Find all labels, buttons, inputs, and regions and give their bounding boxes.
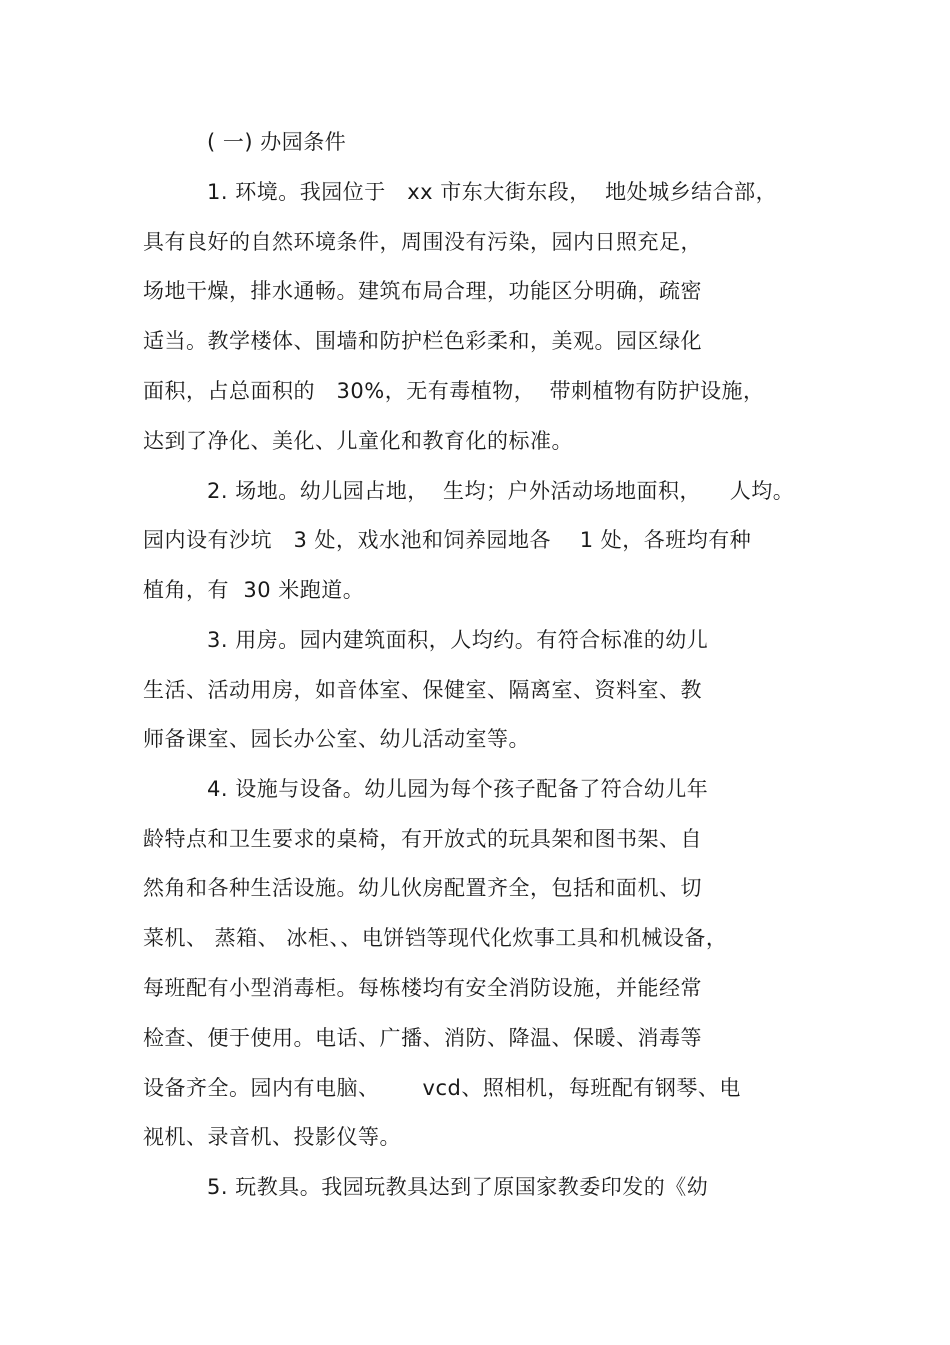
paragraph-3-line-3: 师备课室、园长办公室、幼儿活动室等。 (143, 727, 530, 751)
paragraph-1-line-4: 适当。教学楼体、围墙和防护栏色彩柔和，美观。园区绿化 (143, 329, 702, 353)
paragraph-1-line-6: 达到了净化、美化、儿童化和教育化的标准。 (143, 429, 573, 453)
section-heading: ( 一) 办园条件 (207, 130, 347, 154)
paragraph-4-line-6: 检查、便于使用。电话、广播、消防、降温、保暖、消毒等 (143, 1026, 702, 1050)
paragraph-4-line-5: 每班配有小型消毒柜。每栋楼均有安全消防设施，并能经常 (143, 976, 702, 1000)
paragraph-4-line-7: 设备齐全。园内有电脑、 vcd、照相机，每班配有钢琴、电 (143, 1076, 741, 1100)
paragraph-4-line-4: 菜机、 蒸箱、 冰柜、、电饼铛等现代化炊事工具和机械设备， (143, 926, 728, 950)
paragraph-1-line-1: 1. 环境。我园位于 xx 市东大街东段， 地处城乡结合部， (207, 180, 778, 204)
paragraph-1-line-5: 面积，占总面积的 30%，无有毒植物， 带刺植物有防护设施， (143, 379, 765, 403)
paragraph-1-line-3: 场地干燥，排水通畅。建筑布局合理，功能区分明确，疏密 (143, 279, 702, 303)
paragraph-3-line-2: 生活、活动用房，如音体室、保健室、隔离室、资料室、教 (143, 678, 702, 702)
paragraph-4-line-8: 视机、录音机、投影仪等。 (143, 1125, 401, 1149)
paragraph-2-line-1: 2. 场地。幼儿园占地， 生均；户外活动场地面积， 人均。 (207, 479, 795, 503)
paragraph-1-line-2: 具有良好的自然环境条件，周围没有污染，园内日照充足， (143, 230, 702, 254)
paragraph-5-line-1: 5. 玩教具。我园玩教具达到了原国家教委印发的《幼 (207, 1175, 709, 1199)
paragraph-4-line-3: 然角和各种生活设施。幼儿伙房配置齐全，包括和面机、切 (143, 876, 702, 900)
paragraph-2-line-3: 植角，有 30 米跑道。 (143, 578, 365, 602)
paragraph-4-line-1: 4. 设施与设备。幼儿园为每个孩子配备了符合幼儿年 (207, 777, 709, 801)
paragraph-3-line-1: 3. 用房。园内建筑面积，人均约。有符合标准的幼儿 (207, 628, 709, 652)
paragraph-4-line-2: 龄特点和卫生要求的桌椅，有开放式的玩具架和图书架、自 (143, 827, 702, 851)
paragraph-2-line-2: 园内设有沙坑 3 处，戏水池和饲养园地各 1 处，各班均有种 (143, 528, 752, 552)
